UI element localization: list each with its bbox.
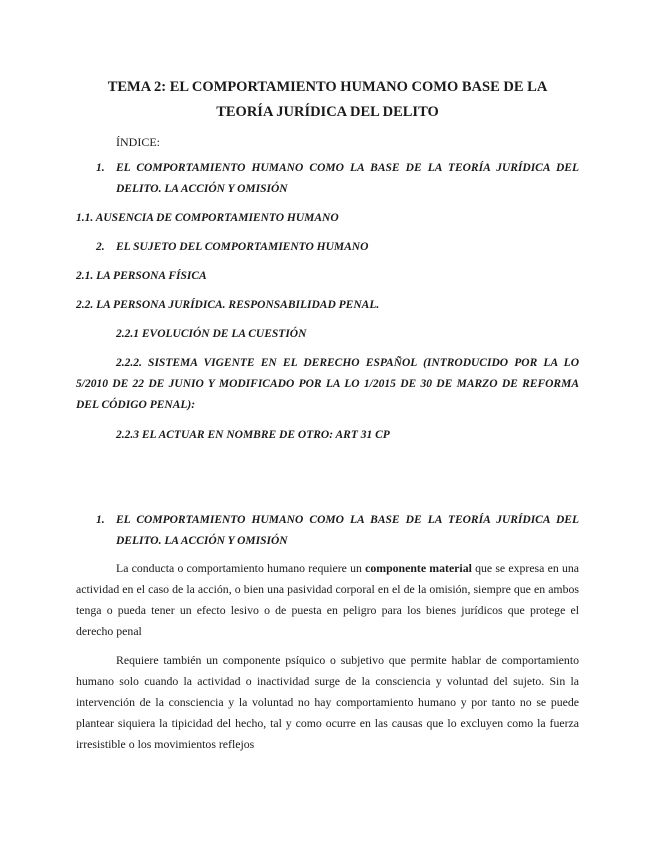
- toc-number: 2.: [96, 241, 105, 253]
- paragraph-text: que se expresa en una actividad en el caso de la acción, o bien una pasividad corporal en el de la omisión, siempre que en ambos tenga o pueda tener un efecto lesivo o de puesta en peligro para los bienes jurídicos que protege el derecho penal: [76, 561, 579, 638]
- body-paragraph-2: [76, 650, 579, 755]
- title-line-2: TEORÍA JURÍDICA DEL DELITO: [216, 104, 439, 120]
- toc-item-2-2-3: 2.2.3 EL ACTUAR EN NOMBRE DE OTRO: ART 31 CP: [116, 429, 390, 441]
- title-line-1: TEMA 2: EL COMPORTAMIENTO HUMANO COMO BASE DE LA: [107, 79, 548, 95]
- section-heading-text: EL COMPORTAMIENTO HUMANO COMO LA BASE DE LA TEORÍA JURÍDICA DEL: [116, 514, 579, 526]
- body-paragraph-1: [76, 558, 579, 642]
- toc-item-2: [96, 237, 369, 258]
- toc-text: 5/2010 DE 22 DE JUNIO Y MODIFICADO POR LA LO 1/2015 DE 30 DE MARZO DE REFORMA: [76, 378, 579, 390]
- toc-text: EL SUJETO DEL COMPORTAMIENTO HUMANO: [116, 241, 369, 253]
- toc-item-1: [96, 158, 579, 200]
- section-heading: [96, 510, 579, 552]
- page-title: [76, 75, 579, 125]
- toc-item-1-1: 1.1. AUSENCIA DE COMPORTAMIENTO HUMANO: [76, 212, 339, 224]
- toc-text: DELITO. LA ACCIÓN Y OMISIÓN: [116, 183, 288, 195]
- toc-text: DEL CÓDIGO PENAL):: [76, 399, 196, 411]
- index-label: ÍNDICE:: [116, 135, 160, 149]
- emphasis-text: componente material: [365, 561, 472, 575]
- toc-text: 2.2.2. SISTEMA VIGENTE EN EL DERECHO ESPAÑOL (INTRODUCIDO POR LA LO: [116, 357, 579, 369]
- section-number: 1.: [96, 514, 105, 526]
- toc-item-2-1: 2.1. LA PERSONA FÍSICA: [76, 270, 207, 282]
- section-heading-text: DELITO. LA ACCIÓN Y OMISIÓN: [116, 535, 288, 547]
- toc-item-2-2-1: 2.2.1 EVOLUCIÓN DE LA CUESTIÓN: [116, 328, 307, 340]
- toc-item-2-2: 2.2. LA PERSONA JURÍDICA. RESPONSABILIDAD PENAL.: [76, 299, 380, 311]
- toc-number: 1.: [96, 162, 105, 174]
- toc-text: EL COMPORTAMIENTO HUMANO COMO LA BASE DE LA TEORÍA JURÍDICA DEL: [116, 162, 579, 174]
- paragraph-text: La conducta o comportamiento humano requiere un: [116, 561, 366, 575]
- toc-item-2-2-2: [76, 353, 579, 416]
- paragraph-text: Requiere también un componente psíquico o subjetivo que permite hablar de comportamiento humano solo cuando la actividad o inactividad surge de la consciencia y voluntad del sujeto. Sin la intervención de la consciencia y la voluntad no hay comportamiento humano y por tanto no se puede plantear siquiera la tipicidad del hecho, tal y como ocurre en las causas que lo excluyen como la fuerza irresistible o los movimientos reflejos: [76, 653, 579, 751]
